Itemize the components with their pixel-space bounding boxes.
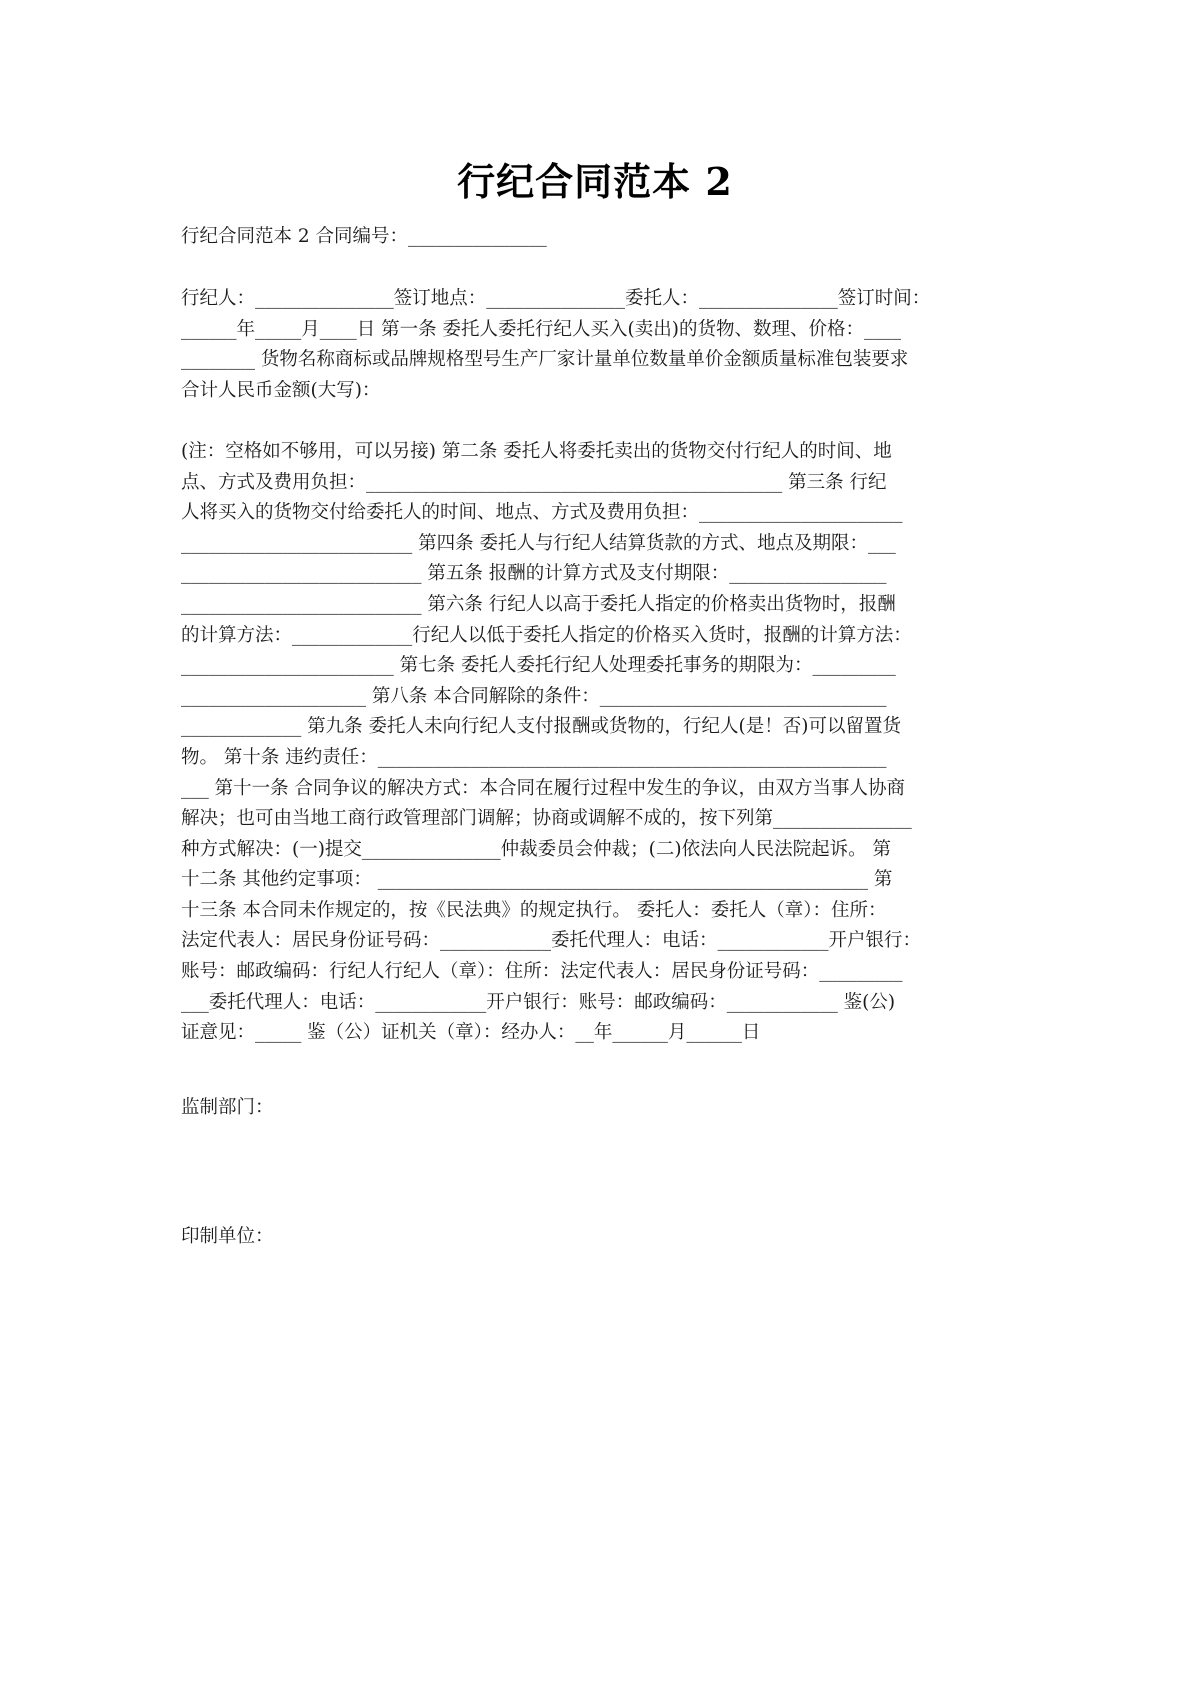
body-line: 人将买入的货物交付给委托人的时间、地点、方式及费用负担：______________________ [181,502,903,524]
body-line: ____________________ 第八条 本合同解除的条件：_______________________________ [181,685,887,707]
body-line: 种方式解决：(一)提交_______________仲裁委员会仲裁；(二)依法向人民法院起诉。 第 [181,838,892,860]
body-line: __________________________ 第五条 报酬的计算方式及支付期限：_________________ [181,563,887,585]
body-line: __________________________ 第六条 行纪人以高于委托人指定的价格卖出货物时，报酬 [181,593,896,615]
contract-body [181,284,1011,1049]
body-line: _______________________ 第七条 委托人委托行纪人处理委托事务的期限为：_________ [181,655,896,677]
blank-line [181,406,1011,437]
body-line: 行纪人：_______________签订地点：_______________委托人：_______________签订时间： [181,288,931,309]
body-line: 法定代表人：居民身份证号码：____________委托代理人：电话：____________开户银行： [181,930,922,952]
body-line: ______年_____月____日 第一条 委托人委托行纪人买入(卖出)的货物、数理、价格：____ [181,318,901,340]
body-line: 证意见：_____ 鉴（公）证机关（章）：经办人：__年______月______日 [181,1022,761,1044]
body-line: _____________ 第九条 委托人未向行纪人支付报酬或货物的，行纪人(是！否)可以留置货 [181,716,901,738]
body-line: 十二条 其他约定事项： _____________________________________________________ 第 [181,869,893,891]
document-title: 行纪合同范本 2 [457,159,733,204]
body-line: 的计算方法：_____________行纪人以低于委托人指定的价格买入货时，报酬的计算方法： [181,624,912,646]
body-line: _________________________ 第四条 委托人与行纪人结算货款的方式、地点及期限：___ [181,532,896,554]
body-line: ________ 货物名称商标或品牌规格型号生产厂家计量单位数量单价金额质量标准包装要求 [181,349,909,371]
contract-number-line: 行纪合同范本 2 合同编号：_______________ [181,226,547,247]
body-line: ___委托代理人：电话：____________开户银行：账号：邮政编码：____________ 鉴(公) [181,991,896,1013]
body-line: 点、方式及费用负担：_____________________________________________ 第三条 行纪 [181,471,887,493]
printer-label: 印制单位： [181,1226,274,1247]
body-line: ___ 第十一条 合同争议的解决方式：本合同在履行过程中发生的争议，由双方当事人协商 [181,777,906,799]
body-line: 合计人民币金额(大写)： [181,379,381,401]
body-line: (注：空格如不够用，可以另接) 第二条 委托人将委托卖出的货物交付行纪人的时间、地 [181,440,892,462]
body-line: 解决；也可由当地工商行政管理部门调解；协商或调解不成的，按下列第_______________ [181,808,912,830]
body-line: 账号：邮政编码：行纪人行纪人（章）：住所：法定代表人：居民身份证号码：_________ [181,961,903,983]
body-line: 物。 第十条 违约责任：_______________________________________________________ [181,746,887,768]
supervisor-label: 监制部门： [181,1097,274,1118]
body-line: 十三条 本合同未作规定的，按《民法典》的规定执行。 委托人：委托人（章）：住所： [181,899,887,921]
